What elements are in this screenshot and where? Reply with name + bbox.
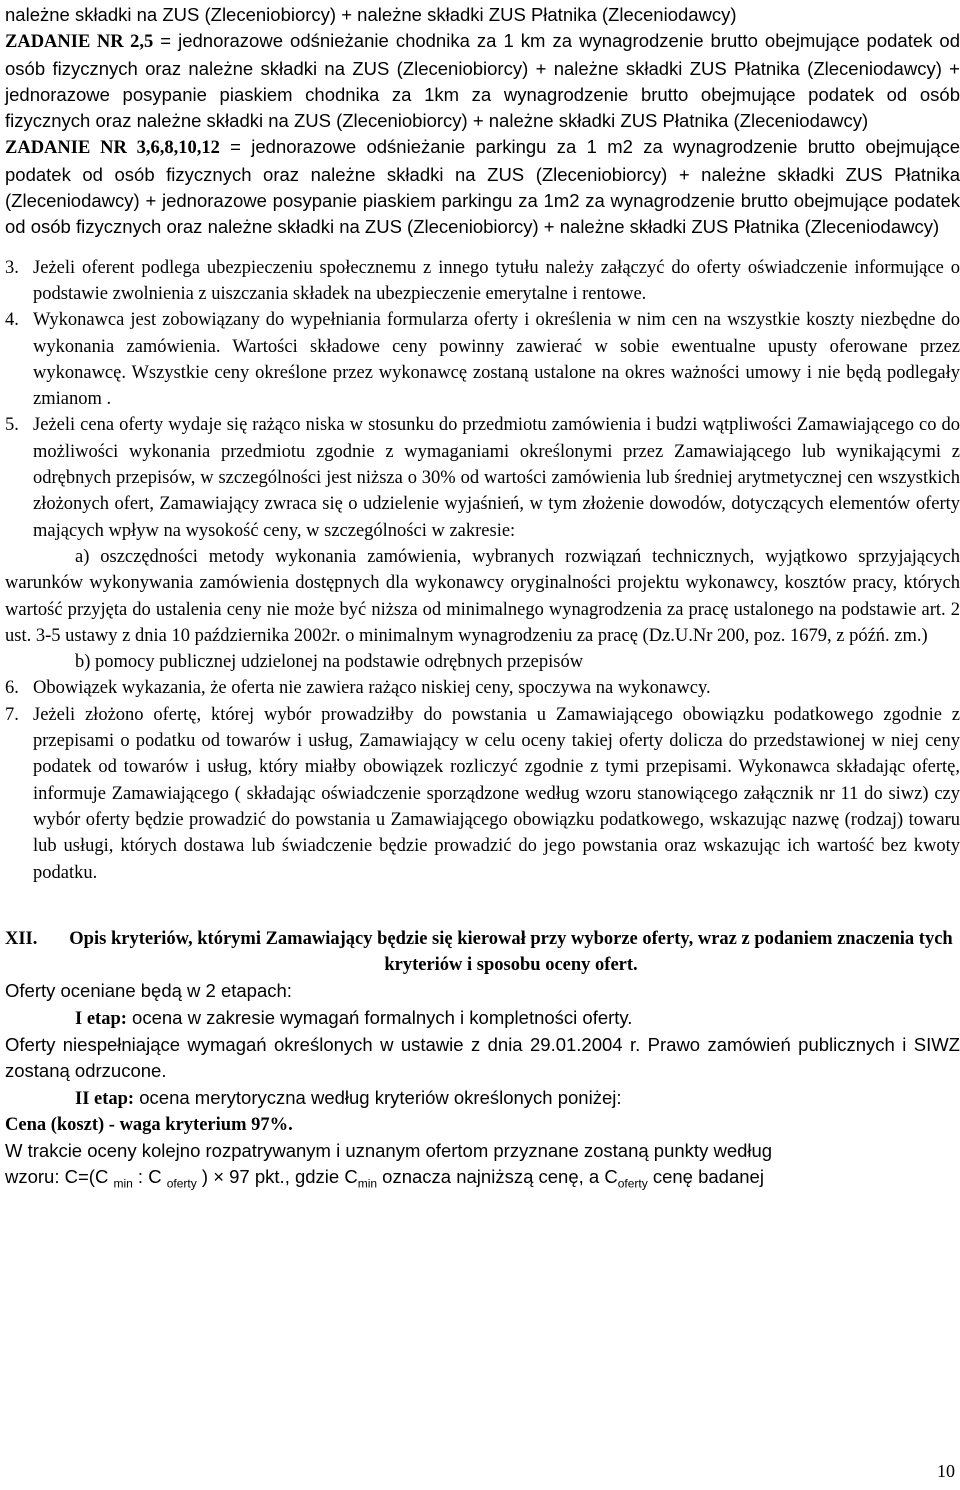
paragraph-zus-contributions <box>5 2 960 28</box>
list-item <box>5 702 960 886</box>
stage-label: I etap: <box>75 1008 127 1029</box>
formula-part: : C <box>132 1166 167 1188</box>
page-number: 10 <box>937 1461 955 1481</box>
paragraph-text: należne składki na ZUS (Zleceniobiorcy) + należne składki ZUS Płatnika (Zleceniodawcy) <box>5 4 737 25</box>
stage-2 <box>5 1085 960 1112</box>
formula-part: 97 pkt. <box>224 1166 285 1188</box>
list-item <box>5 307 960 412</box>
section-heading <box>5 926 960 979</box>
formula-part: wzoru: C=(C <box>5 1166 114 1188</box>
multiply-sign: × <box>213 1166 224 1188</box>
list-item <box>5 255 960 308</box>
task-label: ZADANIE NR 3,6,8,10,12 <box>5 138 220 159</box>
task-label: ZADANIE NR 2,5 <box>5 32 154 53</box>
stage-label: II etap: <box>75 1088 135 1109</box>
rejection-note: Oferty niespełniające wymagań określonych w ustawie z dnia 29.01.2004 r. Prawo zamówień publicznych i SIWZ zostaną odrzucone. <box>5 1033 960 1082</box>
paragraph-text: = jednorazowe odśnieżanie parkingu za 1 m2 za wynagrodzenie brutto obejmujące podatek od osób fizycznych oraz należne składki na ZUS (Zleceniobiorcy) + należne składki ZUS Płatnika (Zleceniodawcy) + jednorazowe posypanie piaskiem parkingu za 1m2 za wynagrodzenie brutto obejmujące podatek od osób fizycznych oraz należne składki na ZUS (Zleceniobiorcy) + należne składki ZUS Płatnika (Zleceniodawcy) <box>5 136 960 238</box>
item-text: Jeżeli złożono ofertę, której wybór prowadziłby do powstania u Zamawiającego obowiązku podatkowego zgodnie z przepisami o podatku od towarów i usług, Zamawiający w celu oceny takiej oferty dolicza do przedstawionej w niej ceny podatek od towarów i usług, który miałby obowiązek rozliczyć zgodnie z tymi przepisami. Wykonawca składając ofertę, informuje Zamawiającego ( składając oświadczenie sporządzone według wzoru stanowiącego załącznik nr 11 do siwz) czy wybór oferty będzie prowadzić do powstania u Zamawiającego obowiązku podatkowego, wskazując nazwę (rodzaj) towaru lub usługi, których dostawa lub świadczenie będzie prowadzić do jego powstania oraz wskazując ich wartość bez kwoty podatku. <box>33 704 960 883</box>
item-text: Wykonawca jest zobowiązany do wypełniania formularza oferty i określenia w nim cen na wszystkie koszty niezbędne do wykonania zamówienia. Wartości składowe ceny powinny zawierać w sobie ewentualne upusty oferowane przez wykonawcę. Wszystkie ceny określone przez wykonawcę zostaną ustalone na okres ważności umowy i nie będą podlegały zmianom . <box>33 310 960 410</box>
criteria-intro: Oferty oceniane będą w 2 etapach: <box>5 980 292 1002</box>
subpoint-a: a) oszczędności metody wykonania zamówienia, wybranych rozwiązań technicznych, wyjątkowo sprzyjających warunków wykonywania zamówienia dostępnych dla wykonawcy oryginalności projektu wykonawcy, kosztów pracy, których wartość przyjęta do ustalenia ceny nie może być niższa od minimalnego wynagrodzenia za pracę ustalonego na podstawie art. 2 ust. 3-5 ustawy z dnia 10 października 2002r. o minimalnym wynagrodzeniu za pracę (Dz.U.Nr 200, poz. 1679, z późń. zm.) <box>5 546 960 646</box>
item-number: 4. <box>5 310 19 331</box>
formula-part: ) <box>196 1166 214 1188</box>
formula-subscript: min <box>113 1177 133 1192</box>
formula-subscript: oferty <box>166 1177 197 1192</box>
section-title: Opis kryteriów, którymi Zamawiający będzie się kierował przy wyborze oferty, wraz z podaniem znaczenia tych kryteriów i sposobu oceny ofert. <box>69 928 953 976</box>
formula-subscript: min <box>357 1177 378 1192</box>
numbered-points-continued <box>5 675 960 885</box>
list-item <box>5 675 960 701</box>
criteria-block <box>5 978 960 1190</box>
list-item <box>5 412 960 543</box>
scoring-intro: W trakcie oceny kolejno rozpatrywanym i uznanym ofertom przyznane zostaną punkty według <box>5 1140 773 1162</box>
formula-subscript: oferty <box>617 1177 648 1192</box>
price-weight: Cena (koszt) - waga kryterium 97%. <box>5 1114 293 1135</box>
section-number: XII. <box>5 928 38 949</box>
paragraph-task-2-5 <box>5 28 960 134</box>
item-number: 7. <box>5 704 19 725</box>
formula-part: oznacza najniższą cenę, a C <box>377 1166 618 1188</box>
subpoint-b: b) pomocy publicznej udzielonej na podstawie odrębnych przepisów <box>75 652 584 673</box>
item-number: 5. <box>5 415 19 436</box>
stage-text: ocena merytoryczna według kryteriów określonych poniżej: <box>134 1086 622 1108</box>
paragraph-task-3-6-8-10-12 <box>5 134 960 240</box>
item-number: 3. <box>5 257 19 278</box>
item-number: 6. <box>5 678 19 699</box>
numbered-points <box>5 255 960 544</box>
paragraph-text: = jednorazowe odśnieżanie chodnika za 1 km za wynagrodzenie brutto obejmujące podatek od osób fizycznych oraz należne składki na ZUS (Zleceniobiorcy) + należne składki ZUS Płatnika (Zleceniodawcy) + jednorazowe posypanie piaskiem chodnika za 1km za wynagrodzenie brutto obejmujące podatek od osób fizycznych oraz należne składki na ZUS (Zleceniobiorcy) + należne składki ZUS Płatnika (Zleceniodawcy) <box>5 30 960 132</box>
formula-part: , gdzie C <box>284 1166 358 1188</box>
item-text: Obowiązek wykazania, że oferta nie zawiera rażąco niskiej ceny, spoczywa na wykonawcy. <box>33 678 711 699</box>
formula-part: cenę badanej <box>647 1166 764 1188</box>
item-text: Jeżeli oferent podlega ubezpieczeniu społecznemu z innego tytułu należy załączyć do oferty oświadczenie informujące o podstawie zwolnienia z uiszczania składek na ubezpieczenie emerytalne i rentowe. <box>33 257 960 304</box>
stage-1 <box>5 1005 960 1032</box>
document-page <box>5 0 960 1191</box>
stage-text: ocena w zakresie wymagań formalnych i kompletności oferty. <box>126 1006 633 1028</box>
scoring-formula <box>5 1164 960 1190</box>
item-text: Jeżeli cena oferty wydaje się rażąco niska w stosunku do przedmiotu zamówienia i budzi wątpliwości Zamawiającego co do możliwości wykonania przedmiotu zgodnie z wymaganiami określonymi przez Zamawiającego lub wynikającymi z odrębnych przepisów, w szczególności jest niższa o 30% od wartości zamówienia lub średniej arytmetycznej cen wszystkich złożonych ofert, Zamawiający zwraca się o udzielenie wyjaśnień, w tym złożenie dowodów, dotyczących elementów oferty mających wpływ na wysokość ceny, w szczególności w zakresie: <box>33 415 960 541</box>
